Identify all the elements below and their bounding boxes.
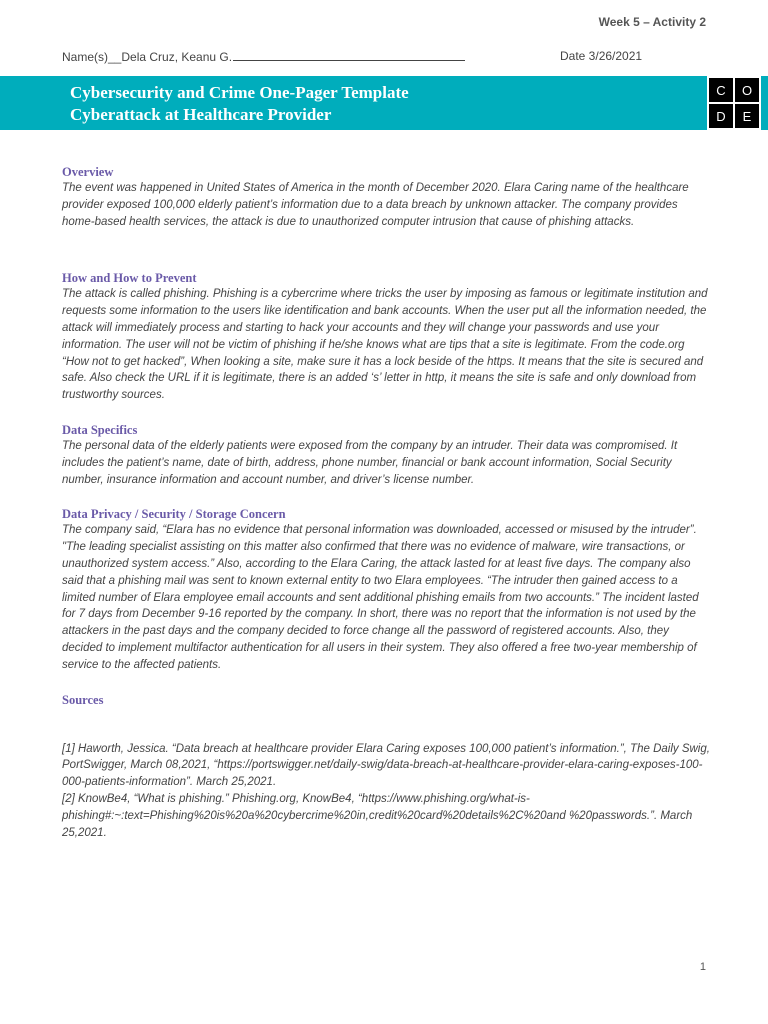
- banner-title-line1: Cybersecurity and Crime One-Pager Template: [70, 83, 409, 102]
- overview-text: The event was happened in United States of America in the month of December 2020. Elara Caring name of the healthcare provider exposed 100,000 elderly patient’s information due to a data breach by unknown attacker. The company provides home-based health services, the attack is due to unauthorized computer intrusion that cause of phishing attacks.: [62, 182, 689, 228]
- banner-title: [70, 82, 409, 126]
- code-logo: [707, 76, 761, 130]
- privacy-heading: Data Privacy / Security / Storage Concern: [62, 507, 286, 522]
- privacy-section: [62, 506, 710, 673]
- data-specifics-text: The personal data of the elderly patients were exposed from the company by an intruder. Their data was compromised. It includes the patient’s name, date of birth, address, phone number, financial or bank account information, Social Security number, insurance information and account number, and driver’s license number.: [62, 439, 678, 486]
- week-activity-label: Week 5 – Activity 2: [598, 15, 706, 29]
- document-body: [62, 164, 710, 841]
- logo-letter-o: O: [735, 78, 759, 102]
- source-item-1: [1] Haworth, Jessica. “Data breach at healthcare provider Elara Caring exposes 100,000 patient’s information.”, The Daily Swig, PortSwigger, March 08,2021, “https://portswigger.net/daily-swig/data-breach-at-healthcare-provider-elara-caring-exposes-100-000-patients-information”. March 25,2021.: [62, 742, 710, 789]
- how-heading: How and How to Prevent: [62, 271, 197, 286]
- logo-letter-e: E: [735, 104, 759, 128]
- how-text: The attack is called phishing. Phishing is a cybercrime where tricks the user by imposing as famous or legitimate institution and requests some information to the users like identification and bank accounts. When the user put all the information needed, the attack will immediately process and starting to hack your accounts and they will change your passwords and use your information. The user will not be victim of phishing if he/she knows what are tips that a site is legitimate. From the code.org “How not to get hacked”, When looking a site, make sure it has a lock beside of the https. It means that the site is secured and safe. Also check the URL if it is legitimate, there is an added ‘s’ letter in http, it means the site is safe and only download from trustworthy sources.: [62, 288, 708, 402]
- name-field: [62, 49, 465, 64]
- banner-title-line2: Cyberattack at Healthcare Provider: [70, 105, 332, 124]
- data-specifics-heading: Data Specifics: [62, 422, 138, 437]
- how-section: [62, 270, 710, 404]
- sources-section: [62, 692, 710, 842]
- logo-letter-d: D: [709, 104, 733, 128]
- title-banner: [0, 76, 768, 130]
- name-label: Name(s)__Dela Cruz, Keanu G.: [62, 50, 233, 64]
- logo-letter-c: C: [709, 78, 733, 102]
- overview-heading: Overview: [62, 165, 114, 179]
- page-number: 1: [699, 961, 706, 973]
- overview-section: [62, 164, 710, 230]
- sources-heading: Sources: [62, 692, 104, 707]
- date-field: Date 3/26/2021: [560, 49, 643, 63]
- name-underline: [233, 49, 465, 61]
- privacy-text: The company said, “Elara has no evidence that personal information was downloaded, accessed or misused by the intruder”. "The leading specialist assisting on this matter also confirmed that there was no evidence of malware, wire transactions, or unauthorized system access.” Also, according to the Elara Caring, the attack lasted for at least five days. The company also said that a phishing mail was sent to known external entity to two Elara employees. “The intruder then gained access to a limited number of Elara employee email accounts and sent additional phishing emails from two accounts.” The incident lasted for 7 days from December 9-16 reported by the company. In short, there was no report that the information is not used by the attackers in the past days and the company decided to force change all the password of registered accounts. Also, they decided to implement multifactor authentication for all users in their system. They also offered a free two-year membership of service to the affected patients.: [62, 524, 699, 671]
- source-item-2: [2] KnowBe4, “What is phishing.” Phishing.org, KnowBe4, “https://www.phishing.org/what-is-phishing#:~:text=Phishing%20is%20a%20cybercrime%20in,credit%20card%20details%2C%20and %20passwords.”. March 25,2021.: [62, 792, 693, 839]
- data-specifics-section: [62, 422, 710, 488]
